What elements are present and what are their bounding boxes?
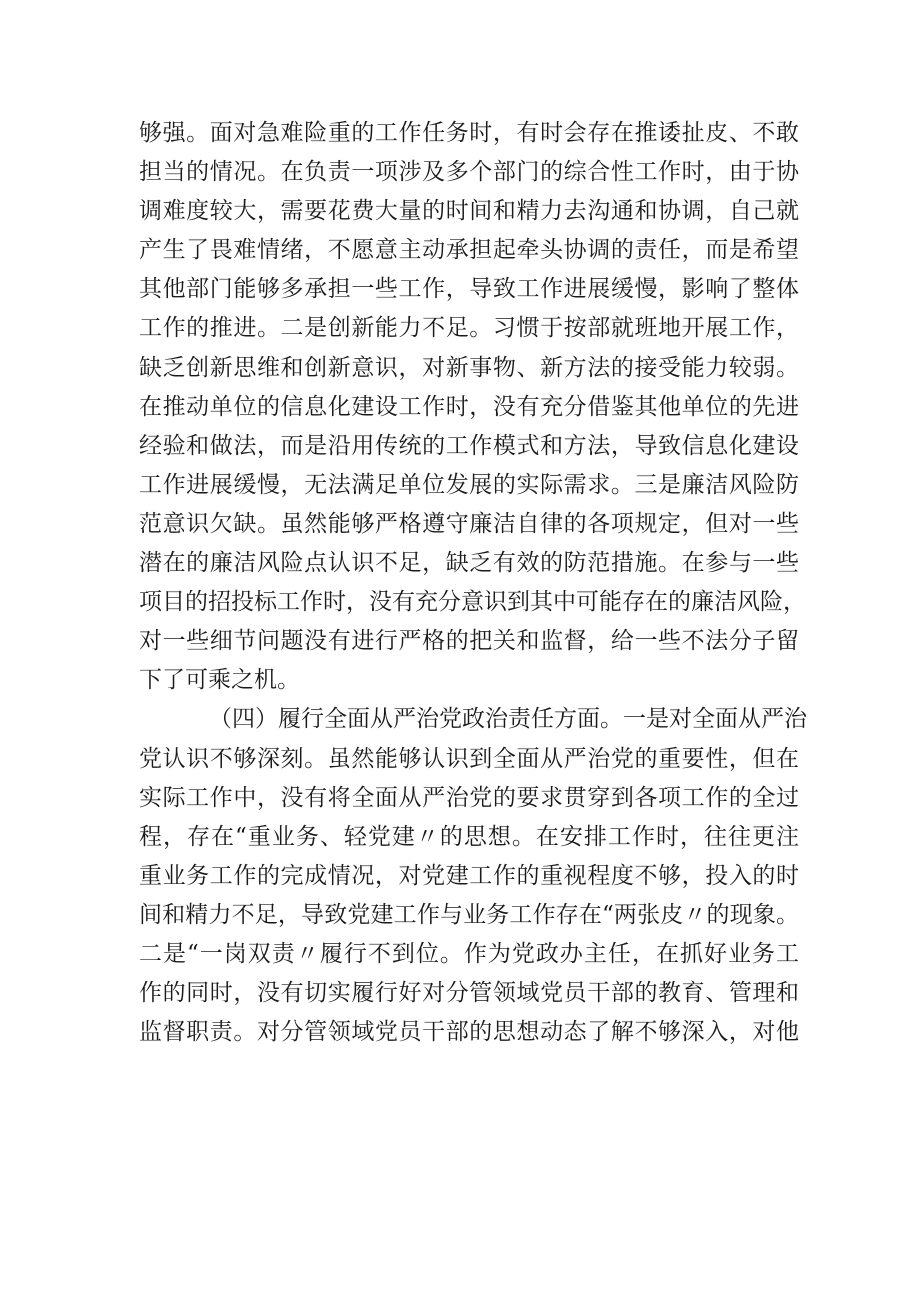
- text-line-1: 够强。面对急难险重的工作任务时，有时会存在推诿扯皮、不敢: [139, 120, 799, 146]
- body-text: [139, 114, 807, 1052]
- text-line-4: 产生了畏难情绪，不愿意主动承担起牵头协调的责任，而是希望: [139, 237, 799, 264]
- text-line-15: 下了可乘之机。: [139, 667, 300, 694]
- text-line-5: 其他部门能够多承担一些工作，导致工作进展缓慢，影响了整体: [139, 276, 799, 303]
- text-line-18: 实际工作中，没有将全面从严治党的要求贯穿到各项工作的全过: [139, 784, 799, 811]
- text-line-12: 潜在的廉洁风险点认识不足，缺乏有效的防范措施。在参与一些: [139, 550, 799, 577]
- text-line-23: 作的同时，没有切实履行好对分管领域党员干部的教育、管理和: [139, 980, 799, 1007]
- text-line-24: 监督职责。对分管领域党员干部的思想动态了解不够深入，对他: [139, 1019, 799, 1046]
- text-line-3: 调难度较大，需要花费大量的时间和精力去沟通和协调，自己就: [139, 198, 799, 225]
- section-heading-line: （四）履行全面从严治党政治责任方面。一是对全面从严治: [209, 706, 807, 733]
- text-line-7: 缺乏创新思维和创新意识，对新事物、新方法的接受能力较弱。: [139, 354, 799, 381]
- text-line-17: 党认识不够深刻。虽然能够认识到全面从严治党的重要性，但在: [139, 745, 799, 772]
- text-line-10: 工作进展缓慢，无法满足单位发展的实际需求。三是廉洁风险防: [139, 471, 799, 498]
- text-line-8: 在推动单位的信息化建设工作时，没有充分借鉴其他单位的先进: [139, 393, 799, 420]
- text-line-9: 经验和做法，而是沿用传统的工作模式和方法，导致信息化建设: [139, 432, 799, 459]
- text-line-2: 担当的情况。在负责一项涉及多个部门的综合性工作时，由于协: [139, 159, 799, 186]
- text-line-11: 范意识欠缺。虽然能够严格遵守廉洁自律的各项规定，但对一些: [139, 510, 799, 537]
- text-line-21: 间和精力不足，导致党建工作与业务工作存在“两张皮〃的现象。: [139, 901, 799, 928]
- text-line-6: 工作的推进。二是创新能力不足。习惯于按部就班地开展工作，: [139, 315, 799, 342]
- text-line-14: 对一些细节问题没有进行严格的把关和监督，给一些不法分子留: [139, 628, 799, 655]
- text-line-22: 二是“一岗双责〃履行不到位。作为党政办主任，在抓好业务工: [139, 940, 799, 967]
- text-line-19: 程，存在“重业务、轻党建〃的思想。在安排工作时，往往更注: [139, 823, 799, 850]
- text-line-20: 重业务工作的完成情况，对党建工作的重视程度不够，投入的时: [139, 862, 799, 889]
- text-line-13: 项目的招投标工作时，没有充分意识到其中可能存在的廉洁风险，: [139, 589, 806, 616]
